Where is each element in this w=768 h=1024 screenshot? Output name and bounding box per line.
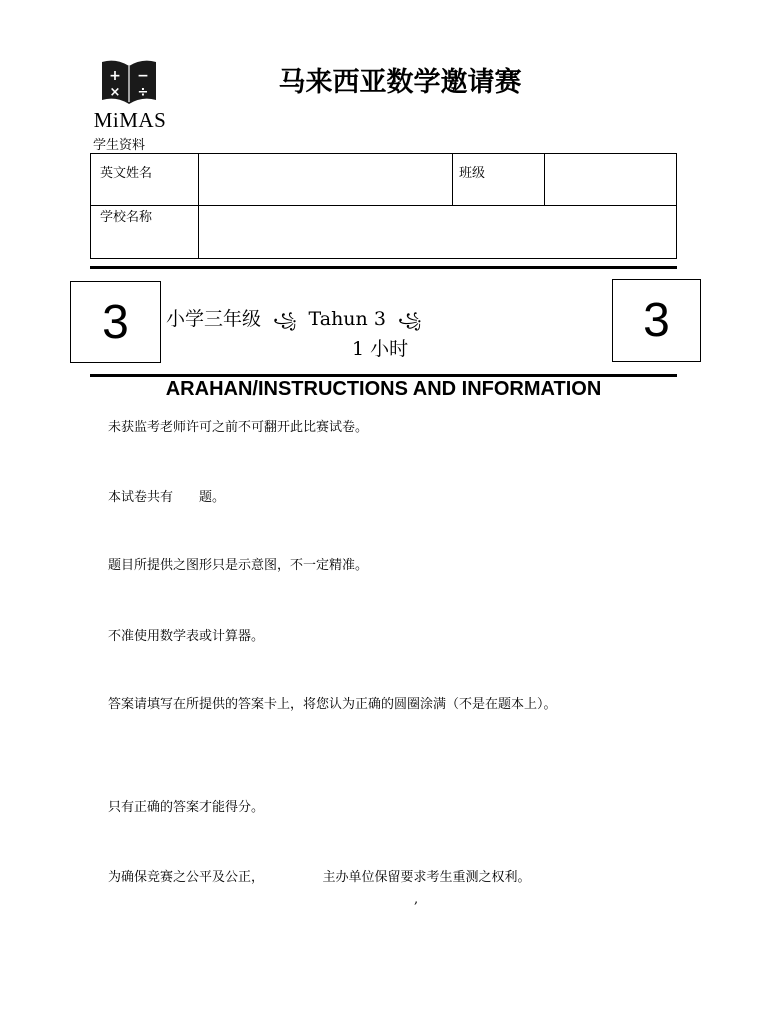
english-name-field[interactable]: [199, 154, 452, 205]
instruction-item: 答案请填写在所提供的答案卡上，将您认为正确的圆圈涂满（不是在题本上）。: [108, 697, 557, 712]
grade-number-box-left: 3: [70, 281, 161, 363]
ornament-icon: ꧁: [397, 311, 422, 329]
instruction-item: 本试卷共有 题。: [108, 490, 226, 505]
svg-text:×: ×: [109, 85, 121, 100]
grade-level-malay: Tahun 3: [308, 308, 386, 330]
divider: [90, 374, 677, 377]
grade-number-box-right: 3: [612, 279, 701, 362]
english-name-label: 英文姓名: [100, 166, 153, 181]
ornament-icon: ꧁: [273, 311, 297, 329]
table-column-divider: [452, 154, 453, 205]
grade-level-chinese: 小学三年级: [166, 308, 262, 330]
svg-text:÷: ÷: [137, 85, 149, 100]
page-title: 马来西亚数学邀请赛: [278, 67, 522, 98]
svg-text:+: +: [109, 68, 121, 84]
instructions-title: ARAHAN/INSTRUCTIONS AND INFORMATION: [165, 378, 602, 400]
svg-text:−: −: [137, 68, 149, 84]
student-info-heading: 学生资料: [93, 138, 146, 153]
class-field[interactable]: [545, 154, 676, 205]
class-label: 班级: [459, 166, 486, 181]
school-name-label: 学校名称: [100, 210, 153, 225]
instruction-item: 不准使用数学表或计算器。: [108, 629, 265, 644]
school-name-field[interactable]: [199, 206, 676, 258]
mimas-logo-icon: [98, 56, 160, 108]
trailing-mark: ,: [414, 892, 419, 907]
exam-duration: 1 小时: [352, 338, 409, 360]
instruction-item: 只有正确的答案才能得分。: [108, 800, 265, 815]
instruction-item: 未获监考老师许可之前不可翻开此比赛试卷。: [108, 420, 369, 435]
instruction-item: 题目所提供之图形只是示意图，不一定精准。: [108, 558, 369, 573]
instruction-item: 为确保竞赛之公平及公正， 主办单位保留要求考生重测之权利。: [108, 870, 531, 885]
student-info-table: [90, 153, 677, 259]
logo-wordmark: MiMAS: [93, 108, 167, 132]
divider: [90, 266, 677, 269]
